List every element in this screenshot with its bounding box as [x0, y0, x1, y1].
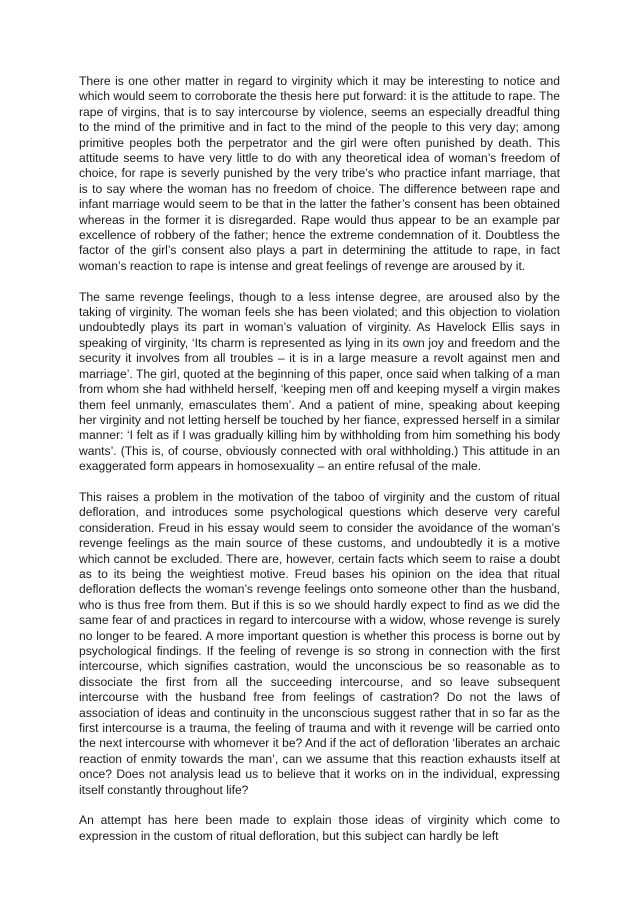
paragraph-revenge-feelings: The same revenge feelings, though to a less intense degree, are aroused also by the taking of virginity. The woman feels she has been violated; and this objection to violation undoubtedly plays its part in woman’s valuation of virginity. As Havelock Ellis says in speaking of virginity, ‘Its charm is represented as lying in its own joy and freedom and the security it involves from all troubles – it is in a large measure a revolt against men and marriage’. The girl, quoted at the beginning of this paper, once said when talking of a man from whom she had withheld herself, ‘keeping men off and keeping myself a virgin makes them feel unmanly, emasculates them’. And a patient of mine, speaking about keeping her virginity and not letting herself be touched by her fiance, expressed herself in a similar manner: ‘I felt as if I was gradually killing him by withholding from him something his body wants’. (This is, of course, obviously connected with oral withholding.) This attitude in an exaggerated form appears in homosexuality – an entire refusal of the male.: [79, 289, 560, 474]
paragraph-conclusion-start: An attempt has here been made to explain those ideas of virginity which come to expression in the custom of ritual defloration, but this subject can hardly be left: [79, 813, 560, 843]
body-text: [79, 74, 560, 844]
paragraph-rape-attitude: There is one other matter in regard to virginity which it may be interesting to notice and which would seem to corroborate the thesis here put forward: it is the attitude to rape. The rape of virgins, that is to say intercourse by violence, seems an especially dreadful thing to the mind of the primitive and in fact to the mind of the people to this very day; among primitive peoples both the perpetrator and the girl were often punished by death. This attitude seems to have very little to do with any theoretical idea of woman’s freedom of choice, for rape is severly punished by the very tribe’s who practice infant marriage, that is to say where the woman has no freedom of choice. The difference between rape and infant marriage would seem to be that in the latter the father’s consent has been obtained whereas in the former it is disregarded. Rape would thus appear to be an example par excellence of robbery of the father; hence the extreme condemnation of it. Doubtless the factor of the girl’s consent also plays a part in determining the attitude to rape, in fact woman’s reaction to rape is intense and great feelings of revenge are aroused by it.: [79, 74, 560, 273]
paragraph-taboo-motivation: This raises a problem in the motivation of the taboo of virginity and the custom of ritual defloration, and introduces some psychological questions which deserve very careful consideration. Freud in his essay would seem to consider the avoidance of the woman’s revenge feelings as the main source of these customs, and undoubtedly it is a motive which cannot be excluded. There are, however, certain facts which seem to raise a doubt as to its being the weightiest motive. Freud bases his opinion on the idea that ritual defloration deflects the woman’s revenge feelings onto someone other than the husband, who is thus free from them. But if this is so we should hardly expect to find as we did the same fear of and practices in regard to intercourse with a widow, whose revenge is surely no longer to be feared. A more important question is whether this process is borne out by psychological findings. If the feeling of revenge is so strong in connection with the first intercourse, which signifies castration, would the unconscious be so reasonable as to dissociate the first from all the succeeding intercourse, and so leave subsequent intercourse with the husband free from feelings of castration? Do not the laws of association of ideas and continuity in the unconscious suggest rather that in so far as the first intercourse is a trauma, the feeling of trauma and with it revenge will be carried onto the next intercourse with whomever it be? And if the act of defloration ‘liberates an archaic reaction of enmity towards the man’, can we assume that this reaction exhausts itself at once? Does not analysis lead us to believe that it works on in the individual, expressing itself constantly throughout life?: [79, 489, 560, 797]
